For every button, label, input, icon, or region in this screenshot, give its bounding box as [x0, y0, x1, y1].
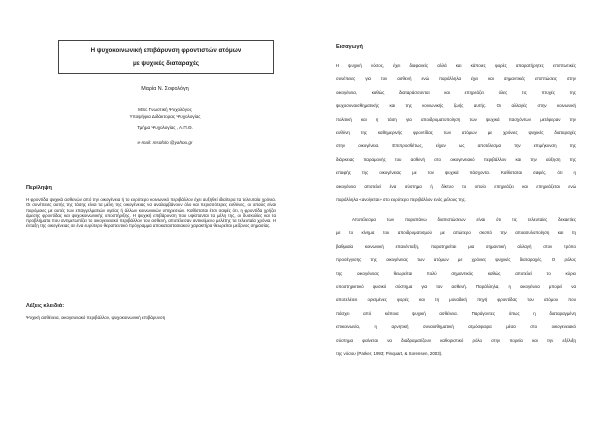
- title-line-1: Η ψυχοκοινωνική επιβάρυνση φροντιστών ατόμων: [90, 47, 242, 54]
- affiliation-department: Τμήμα Ψυχολογίας , Α.Π.Θ.: [137, 125, 193, 130]
- right-page: [300, 0, 600, 424]
- paragraph-line: επικοινωνία, η αρνητική συναισθηματική ατμόσφαιρα μέσα στο οικογενειακό: [336, 324, 576, 330]
- introduction-heading: Εισαγωγή: [336, 44, 363, 50]
- affiliation-degree: MSc Γνωστική Ψυχολόγος: [138, 107, 192, 112]
- author-name: Μαρία Ν. Σοφολόγη: [141, 86, 189, 92]
- title-box: [58, 40, 274, 74]
- keywords-heading: Λέξεις κλειδιά:: [26, 303, 65, 309]
- paragraph-line: Η ψυχική νόσος, έχει διαφανείς αλλά και κάποιες φορές απαρατήρητες επιπτωτικές: [336, 63, 576, 68]
- keywords-text: Ψυχική ασθένεια, οικογενειακό περιβάλλον, ψυχοκοινωνική επιβάρυνση: [26, 315, 166, 320]
- paragraph-line: επαφής της οικογένειας με τον ψυχικά πάσχοντα. Καθίσταται σαφές, ότι η: [336, 170, 576, 176]
- paragraph-line: με το κίνημα του αποιδρυματισμού με απώτερο σκοπό την αποασυλοποίηση και τη: [336, 230, 576, 236]
- abstract-heading: Περίληψη: [26, 185, 52, 191]
- affiliation-position: Υποψήφια Διδάκτορας Ψυχολογίας: [129, 114, 201, 119]
- paragraph-line: αποτελέσει ορισμένες φορές και τη μοναδική πηγή φροντίδας του ατόμου που: [336, 297, 576, 303]
- paragraph-line: της νόσου (Parker, 1993; Pinquart, & Sorensen, 2003).: [336, 351, 443, 356]
- paragraph-line: πάσχει από κάποια ψυχική ασθένεια. Παράγοντες όπως η διαταραγμένη: [336, 310, 576, 316]
- paragraph-line: υποστηρικτικό φυσικό σύστημα για τον ασθενή. Παράλληλα, η οικογένεια μπορεί να: [336, 284, 576, 289]
- author-email: e-mail: msofolo @yahoo.gr: [137, 140, 193, 145]
- paragraph-line: διάρκειας παραμονής του ασθενή στο οικογενειακό περιβάλλον και την αύξηση της: [336, 156, 576, 162]
- paragraph-line: βαθμιαία κοινωνική επανένταξη, παρατηρείται μια σημαντική αλλαγή στον τρόπο: [336, 243, 576, 249]
- paragraph-line: οικογένεια, καθώς διαταράσσονται και επηρεάζει όλες τις πτυχές της: [336, 89, 576, 95]
- paragraph-line: στην οικογένεια. Επιπροσθέτως, είχαν ως αποτέλεσμα την επιμήκυνση της: [336, 143, 576, 149]
- paragraph-line: συνέπειες για τον ασθενή ενώ παράλληλα έχει και σημαντικές επιπτώσεις στην: [336, 76, 576, 82]
- paragraph-line: ψυχοσυναισθηματικής και της κοινωνικής ζωής αυτής. Οι αλλαγές στην κοινωνική: [336, 103, 576, 109]
- paragraph-line: πολιτική και η τάση για αποιδρυματοποίηση των ψυχικά πασχόντων μετέφεραν την: [336, 116, 576, 122]
- paragraph-line: ευθύνη της καθημερινής φροντίδας των ατόμων με χρόνιες ψυχικές διαταραχές: [336, 130, 576, 135]
- paragraph-line: οικογένεια αποτελεί ένα σύστημα ή δίκτυο το οποίο επηρεάζει και επηρεάζεται ενώ: [336, 183, 576, 189]
- paragraph-line: Αποτέλεσμα των παραπάνω διαπιστώσεων είναι ότι τις τελευταίες δεκαετίες: [352, 217, 576, 222]
- paragraph-line: της οικογένειας θεωρείται πολύ σημαντικός καθώς αποτελεί το κύριο: [336, 270, 576, 276]
- abstract-text: Η φροντίδα ψυχικά ασθενών από την οικογένεια ή το ευρύτερο κοινωνικό περιβάλλον έχει αυξηθεί ιδιαίτερα τα τελευταία χρόνια. Οι συνέπειες αυτής της τάσης είναι τα μέλη της οικογένειας να αναλαμβάνουν όλο και περισσότερες ευθύνες, οι οποίες είναι παρόμοιες με αυτές των επαγγελματιών υγείας ή άλλων κοινωνικών υπηρεσιών. Καθίσταται έτσι σαφές ότι, η φροντίδα χρήζει άμεσης φροντίδας και ψυχοκοινωνικής υποστήριξης. Η ψυχική επιβάρυνση που υφίστανται τα μέλη της, οι δυσκολίες και τα προβλήματα που αντιμετωπίζει το οικογενειακό περιβάλλον του ασθενή, αποτέλεσαν αντικείμενο μελέτης τα τελευταία χρόνια. Η ένταξη της οικογένειας σε ένα ευρύτερο θεραπευτικό πρόγραμμα αποκαταστασιακού χαρακτήρα θεωρείται μείζονος σημασίας.: [26, 197, 276, 229]
- title-line-2: με ψυχικές διαταραχές: [132, 60, 200, 67]
- paragraph-line: προσέγγισης της οικογένειας των ατόμων με χρόνιες ψυχικές διαταραχές. Ο ρόλος: [336, 257, 576, 263]
- paragraph-line: σύστημα φαίνεται να διαδραματίζουν καθοριστικό ρόλο στην πορεία και την εξέλιξη: [336, 337, 576, 343]
- paragraph-line: παράλληλα «ανοίγεται» στο ευρύτερο περιβάλλον ενός μέλους της.: [336, 197, 466, 202]
